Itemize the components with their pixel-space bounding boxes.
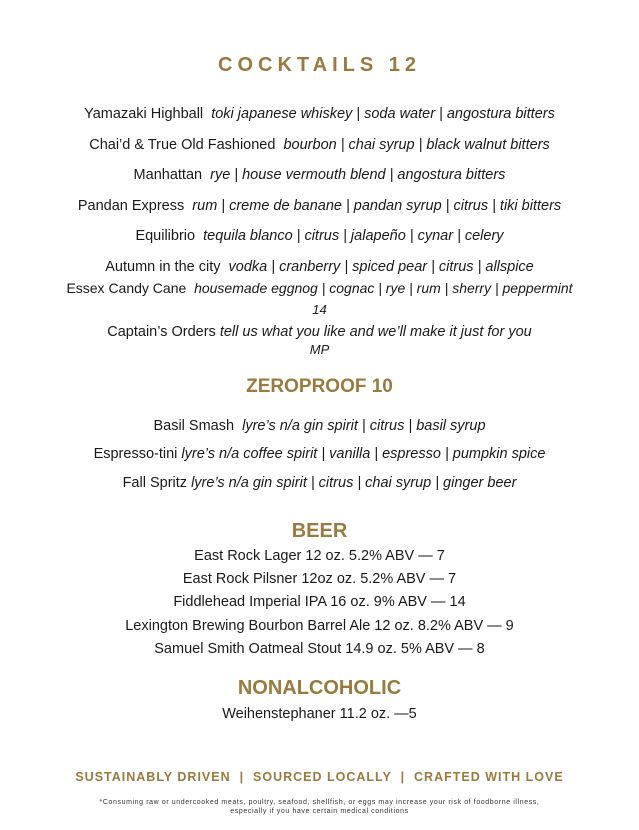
- zeroproof-item: [0, 474, 639, 492]
- disclaimer-line: *Consuming raw or undercooked meats, poultry, seafood, shellfish, or eggs may increase your risk of foodborne illness,: [99, 799, 540, 806]
- beer-item: Samuel Smith Oatmeal Stout 14.9 oz. 5% ABV — 8: [154, 641, 485, 657]
- zeroproof-name: Espresso-tini: [93, 446, 178, 462]
- cocktail-name: Autumn in the city: [105, 259, 221, 275]
- cocktail-price: 14: [312, 302, 327, 317]
- nonalcoholic-item: Weihenstephaner 11.2 oz. —5: [222, 706, 417, 722]
- zeroproof-desc: lyre’s n/a gin spirit | citrus | chai syrup | ginger beer: [191, 475, 517, 491]
- cocktail-item: [0, 258, 639, 276]
- zeroproof-desc: lyre’s n/a gin spirit | citrus | basil syrup: [242, 418, 486, 434]
- cocktail-desc: rum | creme de banane | pandan syrup | citrus | tiki bitters: [192, 198, 562, 214]
- zeroproof-item: [0, 445, 639, 463]
- cocktail-name: Pandan Express: [77, 198, 185, 214]
- disclaimer-line: especially if you have certain medical conditions: [230, 808, 409, 815]
- beer-item: East Rock Lager 12 oz. 5.2% ABV — 7: [194, 548, 445, 564]
- cocktail-item: [0, 279, 639, 297]
- cocktail-name: Equilibrio: [135, 228, 196, 244]
- cocktails-heading: COCKTAILS 12: [218, 54, 421, 76]
- cocktail-desc: tequila blanco | citrus | jalapeño | cynar | celery: [203, 228, 504, 244]
- cocktail-item: [0, 105, 639, 123]
- cocktail-desc: toki japanese whiskey | soda water | angostura bitters: [211, 106, 555, 122]
- beer-item: Fiddlehead Imperial IPA 16 oz. 9% ABV — 14: [173, 594, 466, 610]
- beer-heading: BEER: [291, 520, 348, 542]
- beer-item: East Rock Pilsner 12oz oz. 5.2% ABV — 7: [182, 571, 457, 587]
- zeroproof-heading: ZEROPROOF 10: [246, 376, 393, 397]
- cocktail-name: Essex Candy Cane: [66, 280, 187, 296]
- cocktail-item: [0, 227, 639, 245]
- nonalcoholic-heading: NONALCOHOLIC: [237, 677, 402, 699]
- cocktail-item: [0, 166, 639, 184]
- beer-item: Lexington Brewing Bourbon Barrel Ale 12 oz. 8.2% ABV — 9: [125, 618, 514, 634]
- cocktail-price: MP: [309, 342, 330, 357]
- cocktail-name: Chai’d & True Old Fashioned: [89, 137, 276, 153]
- cocktail-desc: tell us what you like and we’ll make it just for you: [219, 324, 532, 340]
- zeroproof-desc: lyre’s n/a coffee spirit | vanilla | espresso | pumpkin spice: [181, 446, 546, 462]
- cocktail-name: Captain’s Orders: [107, 324, 216, 340]
- cocktail-item: [0, 136, 639, 154]
- zeroproof-name: Fall Spritz: [122, 475, 188, 491]
- footer-tagline-text: SUSTAINABLY DRIVEN | SOURCED LOCALLY | CRAFTED WITH LOVE: [75, 770, 564, 784]
- cocktail-desc: rye | house vermouth blend | angostura bitters: [210, 167, 506, 183]
- cocktail-item: [0, 323, 639, 341]
- food-safety-disclaimer: [60, 798, 579, 816]
- cocktail-desc: housemade eggnog | cognac | rye | rum | sherry | peppermint: [194, 280, 573, 296]
- cocktail-name: Yamazaki Highball: [84, 106, 204, 122]
- cocktail-item: [0, 197, 639, 215]
- cocktail-desc: vodka | cranberry | spiced pear | citrus | allspice: [228, 259, 534, 275]
- cocktail-name: Manhattan: [133, 167, 203, 183]
- footer-tagline: [0, 770, 639, 784]
- zeroproof-name: Basil Smash: [153, 418, 235, 434]
- zeroproof-item: [0, 417, 639, 435]
- cocktail-desc: bourbon | chai syrup | black walnut bitters: [283, 137, 550, 153]
